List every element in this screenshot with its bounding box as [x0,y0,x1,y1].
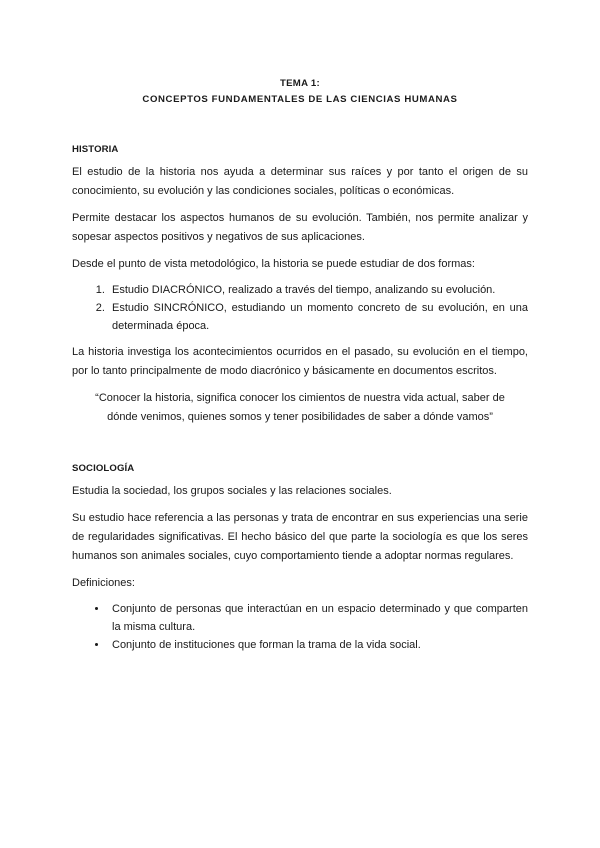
heading-historia: HISTORIA [72,144,119,155]
sociologia-bullet-list [72,600,528,654]
historia-paragraph-2: Permite destacar los aspectos humanos de su evolución. También, nos permite analizar y sopesar aspectos positivos y negativos de sus aplicaciones. [72,212,528,243]
sociologia-paragraph-1: Estudia la sociedad, los grupos sociales y las relaciones sociales. [72,485,392,497]
historia-quote: “Conocer la historia, significa conocer los cimientos de nuestra vida actual, saber de dónde venimos, quienes somos y tener posibilidades de saber a dónde vamos” [95,392,505,423]
section-historia [72,144,528,427]
list-item: • Conjunto de instituciones que forman la trama de la vida social. [108,636,528,654]
sociologia-paragraph-2: Su estudio hace referencia a las personas y trata de encontrar en sus experiencias una serie de regularidades significativas. El hecho básico del que parte la sociología es que los seres humanos son animales sociales, cuyo comportamiento tiende a adoptar normas regulares. [72,512,528,562]
list-item: 1. Estudio DIACRÓNICO, realizado a través del tiempo, analizando su evolución. [108,281,528,299]
sociologia-paragraph-3: Definiciones: [72,577,135,589]
historia-paragraph-1: El estudio de la historia nos ayuda a determinar sus raíces y por tanto el origen de su conocimiento, su evolución y las condiciones sociales, políticas o económicas. [72,166,528,197]
title-line-2: CONCEPTOS FUNDAMENTALES DE LAS CIENCIAS HUMANAS [142,94,458,105]
list-item: • Conjunto de personas que interactúan en un espacio determinado y que comparten la misma cultura. [108,600,528,636]
heading-sociologia: SOCIOLOGÍA [72,463,135,474]
document-title [72,76,528,108]
historia-paragraph-3: Desde el punto de vista metodológico, la historia se puede estudiar de dos formas: [72,258,475,270]
title-line-1: TEMA 1: [279,78,321,89]
historia-paragraph-4: La historia investiga los acontecimientos ocurridos en el pasado, su evolución en el tiempo, por lo tanto principalmente de modo diacrónico y básicamente en documentos escritos. [72,346,528,377]
historia-numbered-list [72,281,528,335]
list-item: 2. Estudio SINCRÓNICO, estudiando un momento concreto de su evolución, en una determinada época. [108,299,528,335]
section-sociologia [72,463,528,654]
